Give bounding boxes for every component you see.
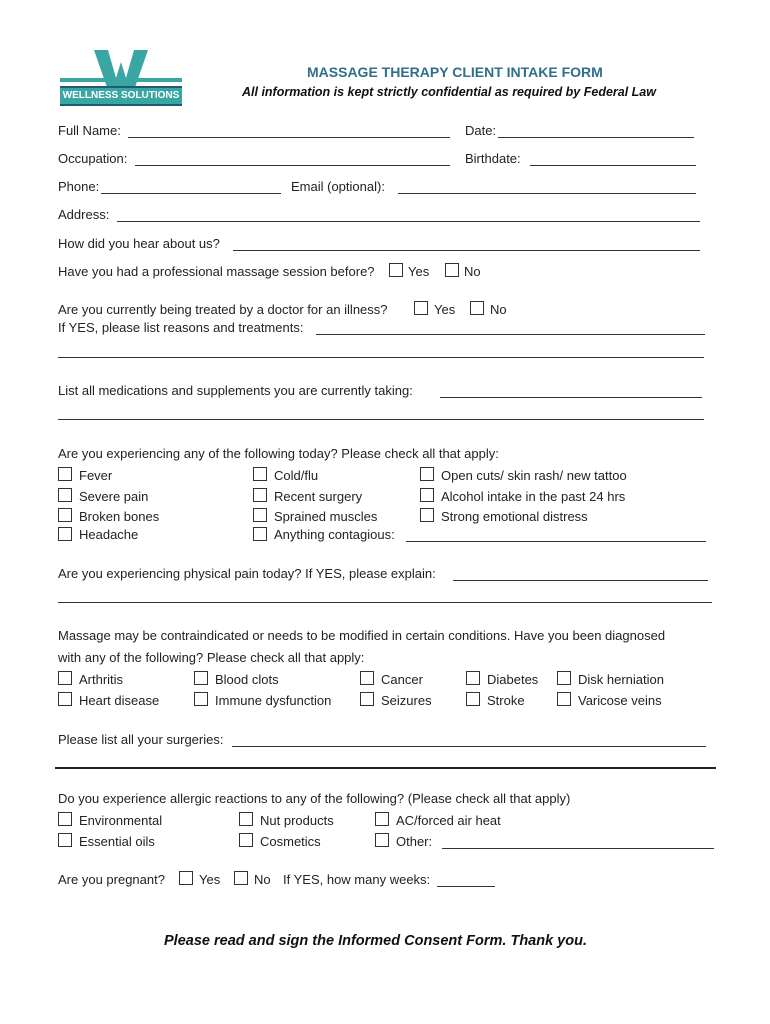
massage-before-no-checkbox[interactable]: [445, 263, 459, 277]
allergy-cosmetics-checkbox[interactable]: [239, 833, 253, 847]
doctor-yes-checkbox[interactable]: [414, 301, 428, 315]
condition-blood-clots-label: Blood clots: [215, 672, 279, 687]
condition-heart-disease-label: Heart disease: [79, 693, 160, 708]
pregnant-no-label: No: [254, 872, 271, 887]
logo-banner: [60, 86, 182, 106]
pregnant-yes-checkbox[interactable]: [179, 871, 193, 885]
condition-varicose-veins-label: Varicose veins: [578, 693, 662, 708]
pregnant-weeks-field[interactable]: [437, 886, 495, 887]
phone-field[interactable]: [101, 193, 281, 194]
doctor-explain-field[interactable]: [316, 334, 705, 335]
consent-reminder: Please read and sign the Informed Consent Form. Thank you.: [164, 933, 587, 949]
symptoms-question: Are you experiencing any of the following today? Please check all that apply:: [58, 446, 499, 461]
conditions-intro-line2: with any of the following? Please check all that apply:: [58, 650, 365, 665]
medications-label: List all medications and supplements you are currently taking:: [58, 383, 413, 398]
occupation-field[interactable]: [135, 165, 450, 166]
allergy-environmental-label: Environmental: [79, 813, 163, 828]
condition-stroke-label: Stroke: [487, 693, 525, 708]
massage-before-yes-label: Yes: [408, 264, 430, 279]
symptom-cuts-rash-checkbox[interactable]: [420, 467, 434, 481]
address-label: Address:: [58, 207, 110, 222]
condition-varicose-veins-checkbox[interactable]: [557, 692, 571, 706]
symptom-cold-flu-label: Cold/flu: [274, 468, 319, 483]
allergy-essential-oils-checkbox[interactable]: [58, 833, 72, 847]
symptom-alcohol-label: Alcohol intake in the past 24 hrs: [441, 489, 626, 504]
allergy-other-field[interactable]: [442, 848, 714, 849]
symptom-fever-checkbox[interactable]: [58, 467, 72, 481]
symptom-contagious-label: Anything contagious:: [274, 527, 395, 542]
symptom-sprained-muscles-label: Sprained muscles: [274, 509, 378, 524]
doctor-explain-label: If YES, please list reasons and treatments:: [58, 320, 304, 335]
date-label: Date:: [465, 123, 497, 138]
symptom-broken-bones-label: Broken bones: [79, 509, 160, 524]
symptom-emotional-distress-checkbox[interactable]: [420, 508, 434, 522]
allergy-essential-oils-label: Essential oils: [79, 834, 155, 849]
condition-diabetes-checkbox[interactable]: [466, 671, 480, 685]
condition-blood-clots-checkbox[interactable]: [194, 671, 208, 685]
symptom-emotional-distress-label: Strong emotional distress: [441, 509, 588, 524]
allergy-nut-products-checkbox[interactable]: [239, 812, 253, 826]
symptom-recent-surgery-label: Recent surgery: [274, 489, 363, 504]
heard-field[interactable]: [233, 250, 700, 251]
condition-seizures-checkbox[interactable]: [360, 692, 374, 706]
massage-before-question: Have you had a professional massage session before?: [58, 264, 375, 279]
pregnant-weeks-label: If YES, how many weeks:: [283, 872, 431, 887]
condition-stroke-checkbox[interactable]: [466, 692, 480, 706]
email-field[interactable]: [398, 193, 696, 194]
symptom-severe-pain-checkbox[interactable]: [58, 488, 72, 502]
symptom-recent-surgery-checkbox[interactable]: [253, 488, 267, 502]
pain-field-2[interactable]: [58, 602, 712, 603]
pain-field[interactable]: [453, 580, 708, 581]
condition-cancer-checkbox[interactable]: [360, 671, 374, 685]
full-name-label: Full Name:: [58, 123, 121, 138]
full-name-field[interactable]: [128, 137, 450, 138]
symptom-contagious-field[interactable]: [406, 541, 706, 542]
massage-before-yes-checkbox[interactable]: [389, 263, 403, 277]
birthdate-label: Birthdate:: [465, 151, 521, 166]
symptom-cuts-rash-label: Open cuts/ skin rash/ new tattoo: [441, 468, 627, 483]
symptom-headache-label: Headache: [79, 527, 139, 542]
doctor-question: Are you currently being treated by a doctor for an illness?: [58, 302, 388, 317]
pain-question: Are you experiencing physical pain today? If YES, please explain:: [58, 566, 436, 581]
allergy-other-label: Other:: [396, 834, 433, 849]
form-subtitle: All information is kept strictly confidential as required by Federal Law: [242, 85, 656, 99]
condition-disk-herniation-label: Disk herniation: [578, 672, 664, 687]
date-field[interactable]: [498, 137, 694, 138]
allergy-nut-products-label: Nut products: [260, 813, 334, 828]
surgeries-label: Please list all your surgeries:: [58, 732, 224, 747]
medications-field[interactable]: [440, 397, 702, 398]
doctor-no-label: No: [490, 302, 507, 317]
symptom-severe-pain-label: Severe pain: [79, 489, 149, 504]
occupation-label: Occupation:: [58, 151, 128, 166]
condition-arthritis-checkbox[interactable]: [58, 671, 72, 685]
doctor-yes-label: Yes: [434, 302, 456, 317]
symptom-sprained-muscles-checkbox[interactable]: [253, 508, 267, 522]
allergy-cosmetics-label: Cosmetics: [260, 834, 321, 849]
condition-arthritis-label: Arthritis: [79, 672, 124, 687]
conditions-intro-line1: Massage may be contraindicated or needs to be modified in certain conditions. Have you been diagnosed: [58, 628, 666, 643]
logo-text: WELLNESS SOLUTIONS: [62, 90, 180, 101]
allergy-ac-heat-checkbox[interactable]: [375, 812, 389, 826]
doctor-explain-field-2[interactable]: [58, 357, 704, 358]
symptom-cold-flu-checkbox[interactable]: [253, 467, 267, 481]
condition-diabetes-label: Diabetes: [487, 672, 539, 687]
doctor-no-checkbox[interactable]: [470, 301, 484, 315]
condition-immune-dysfunction-label: Immune dysfunction: [215, 693, 332, 708]
birthdate-field[interactable]: [530, 165, 696, 166]
address-field[interactable]: [117, 221, 700, 222]
section-divider: [55, 767, 716, 769]
condition-cancer-label: Cancer: [381, 672, 423, 687]
condition-seizures-label: Seizures: [381, 693, 432, 708]
medications-field-2[interactable]: [58, 419, 704, 420]
symptom-contagious-checkbox[interactable]: [253, 527, 267, 541]
allergies-question: Do you experience allergic reactions to any of the following? (Please check all that apply): [58, 791, 571, 806]
email-label: Email (optional):: [291, 179, 385, 194]
allergy-environmental-checkbox[interactable]: [58, 812, 72, 826]
symptom-alcohol-checkbox[interactable]: [420, 488, 434, 502]
heard-label: How did you hear about us?: [58, 236, 220, 251]
symptom-broken-bones-checkbox[interactable]: [58, 508, 72, 522]
massage-before-no-label: No: [464, 264, 481, 279]
phone-label: Phone:: [58, 179, 100, 194]
condition-heart-disease-checkbox[interactable]: [58, 692, 72, 706]
symptom-headache-checkbox[interactable]: [58, 527, 72, 541]
pregnant-question: Are you pregnant?: [58, 872, 165, 887]
allergy-ac-heat-label: AC/forced air heat: [396, 813, 501, 828]
surgeries-field[interactable]: [232, 746, 706, 747]
condition-immune-dysfunction-checkbox[interactable]: [194, 692, 208, 706]
symptom-fever-label: Fever: [79, 468, 113, 483]
logo: [58, 48, 184, 114]
allergy-other-checkbox[interactable]: [375, 833, 389, 847]
pregnant-no-checkbox[interactable]: [234, 871, 248, 885]
condition-disk-herniation-checkbox[interactable]: [557, 671, 571, 685]
pregnant-yes-label: Yes: [199, 872, 221, 887]
form-title: MASSAGE THERAPY CLIENT INTAKE FORM: [307, 64, 603, 80]
